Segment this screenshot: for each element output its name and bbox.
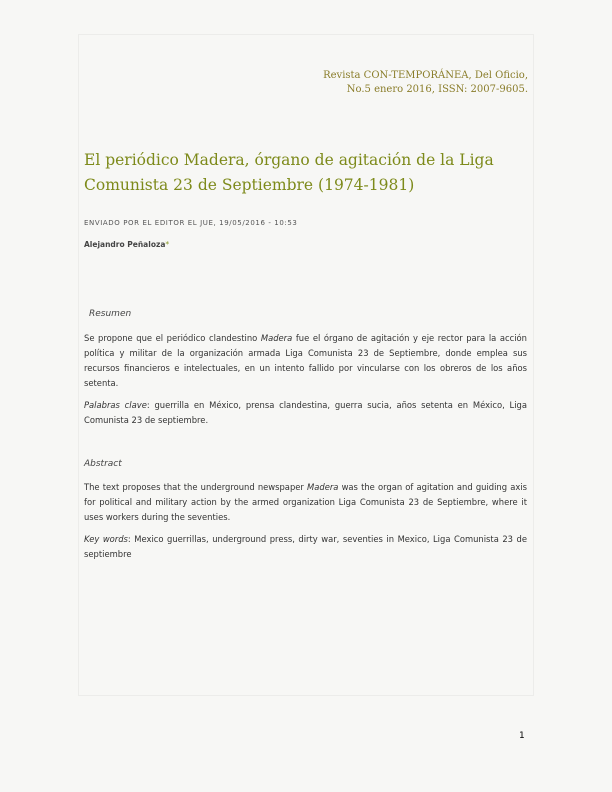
palabras-clave-label: Palabras clave	[84, 400, 147, 410]
abstract-paragraph	[84, 480, 527, 525]
author-name: Alejandro Peñaloza	[84, 240, 166, 249]
palabras-clave-text: : guerrilla en México, prensa clandestina, guerra sucia, años setenta en México, Liga Comunista 23 de septiembre.	[84, 400, 527, 425]
author-line	[84, 240, 169, 249]
journal-header-line2: No.5 enero 2016, ISSN: 2007-9605.	[346, 84, 528, 95]
key-words-label: Key words	[84, 534, 128, 544]
journal-header-line1: Revista CON-TEMPORÁNEA, Del Oficio,	[323, 70, 528, 81]
author-footnote-mark[interactable]: *	[165, 240, 170, 249]
key-words-text: : Mexico guerrillas, underground press, dirty war, seventies in Mexico, Liga Comunista 23 de septiembre	[84, 534, 527, 559]
journal-header	[228, 69, 528, 97]
abstract-text-start: The text proposes that the underground newspaper	[84, 482, 308, 492]
resumen-paragraph	[84, 331, 527, 391]
resumen-text-em: Madera	[260, 333, 293, 343]
sent-by-line: ENVIADO POR EL EDITOR EL JUE, 19/05/2016 - 10:53	[84, 219, 298, 227]
resumen-text-start: Se propone que el periódico clandestino	[84, 333, 261, 343]
abstract-text-em: Madera	[307, 482, 339, 492]
resumen-heading: Resumen	[89, 309, 132, 319]
abstract-text-end: was the organ of agitation and guiding axis for political and military action by the armed organization Liga Comunista 23 de Septiembre, where it uses workers during the seventies.	[84, 482, 527, 522]
abstract-heading: Abstract	[84, 459, 122, 469]
page-number: 1	[519, 731, 525, 741]
key-words-paragraph	[84, 532, 527, 562]
article-title: El periódico Madera, órgano de agitación de la Liga Comunista 23 de Septiembre (1974-1981)	[84, 151, 494, 194]
resumen-text-end: fue el órgano de agitación y eje rector para la acción política y militar de la organización armada Liga Comunista 23 de Septiembre, donde emplea sus recursos financieros e intelectuales, en un intento fallido por vincularse con los obreros de los años setenta.	[84, 333, 527, 388]
palabras-clave-paragraph	[84, 398, 527, 428]
